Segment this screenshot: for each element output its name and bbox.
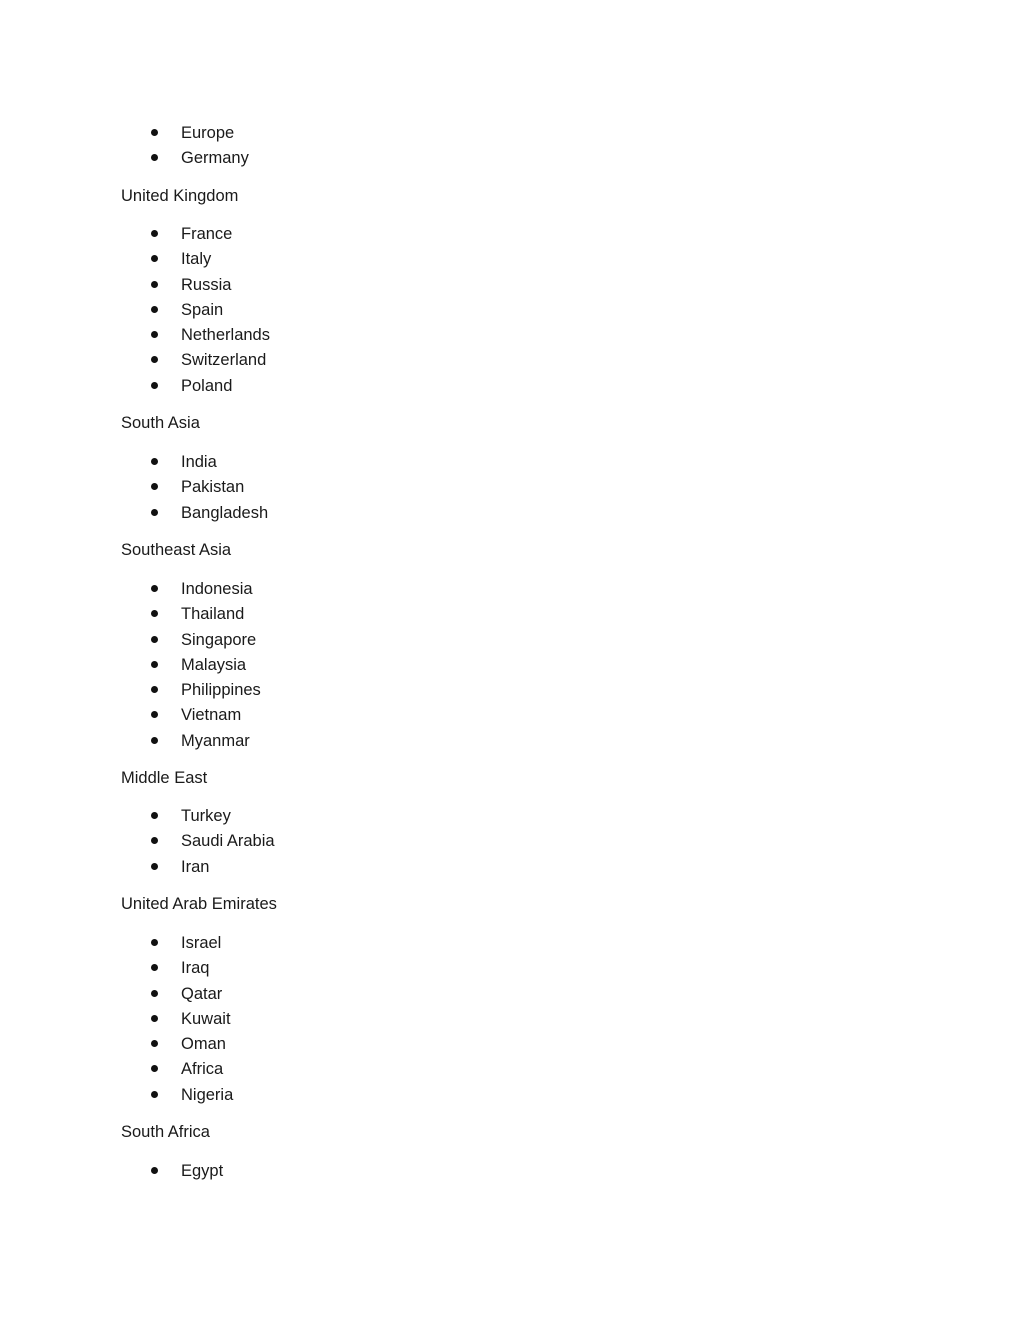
bullet-icon xyxy=(151,863,158,870)
section-heading: United Arab Emirates xyxy=(121,895,277,913)
bullet-icon xyxy=(151,610,158,617)
bullet-icon xyxy=(151,1040,158,1047)
bullet-icon xyxy=(151,939,158,946)
bullet-icon xyxy=(151,281,158,288)
bullet-icon xyxy=(151,331,158,338)
bullet-icon xyxy=(151,711,158,718)
bullet-icon xyxy=(151,1015,158,1022)
bullet-icon xyxy=(151,585,158,592)
section-heading: South Africa xyxy=(121,1123,210,1141)
bullet-icon xyxy=(151,458,158,465)
bullet-icon xyxy=(151,509,158,516)
bullet-icon xyxy=(151,1167,158,1174)
bullet-icon xyxy=(151,306,158,313)
bullet-icon xyxy=(151,964,158,971)
document-page: Europe Germany United Kingdom France Italy Russia Spain Netherlands Switzerland Poland South Asia India Pakistan Bangladesh Southeast Asia Indonesia Thailand Singapore Malaysia Philippines Vietnam Myanmar Middle East Turkey Saudi Arabia Iran United Arab Emirates Israel Iraq Qatar Kuwait Oman Africa Nigeria South Africa Egypt xyxy=(121,124,277,1180)
bullet-icon xyxy=(151,990,158,997)
bullet-icon xyxy=(151,483,158,490)
section-heading: South Asia xyxy=(121,414,200,432)
bullet-icon xyxy=(151,154,158,161)
section-heading: United Kingdom xyxy=(121,187,239,205)
bullet-icon xyxy=(151,1065,158,1072)
bullet-icon xyxy=(151,812,158,819)
section-heading: Middle East xyxy=(121,769,208,787)
section-heading: Southeast Asia xyxy=(121,541,232,559)
bullet-icon xyxy=(151,661,158,668)
bullet-icon xyxy=(151,636,158,643)
bullet-icon xyxy=(151,129,158,136)
bullet-icon xyxy=(151,1091,158,1098)
bullet-icon xyxy=(151,356,158,363)
bullet-icon xyxy=(151,230,158,237)
bullet-icon xyxy=(151,737,158,744)
bullet-icon xyxy=(151,255,158,262)
bullet-icon xyxy=(151,382,158,389)
bullet-icon xyxy=(151,837,158,844)
bullet-icon xyxy=(151,686,158,693)
